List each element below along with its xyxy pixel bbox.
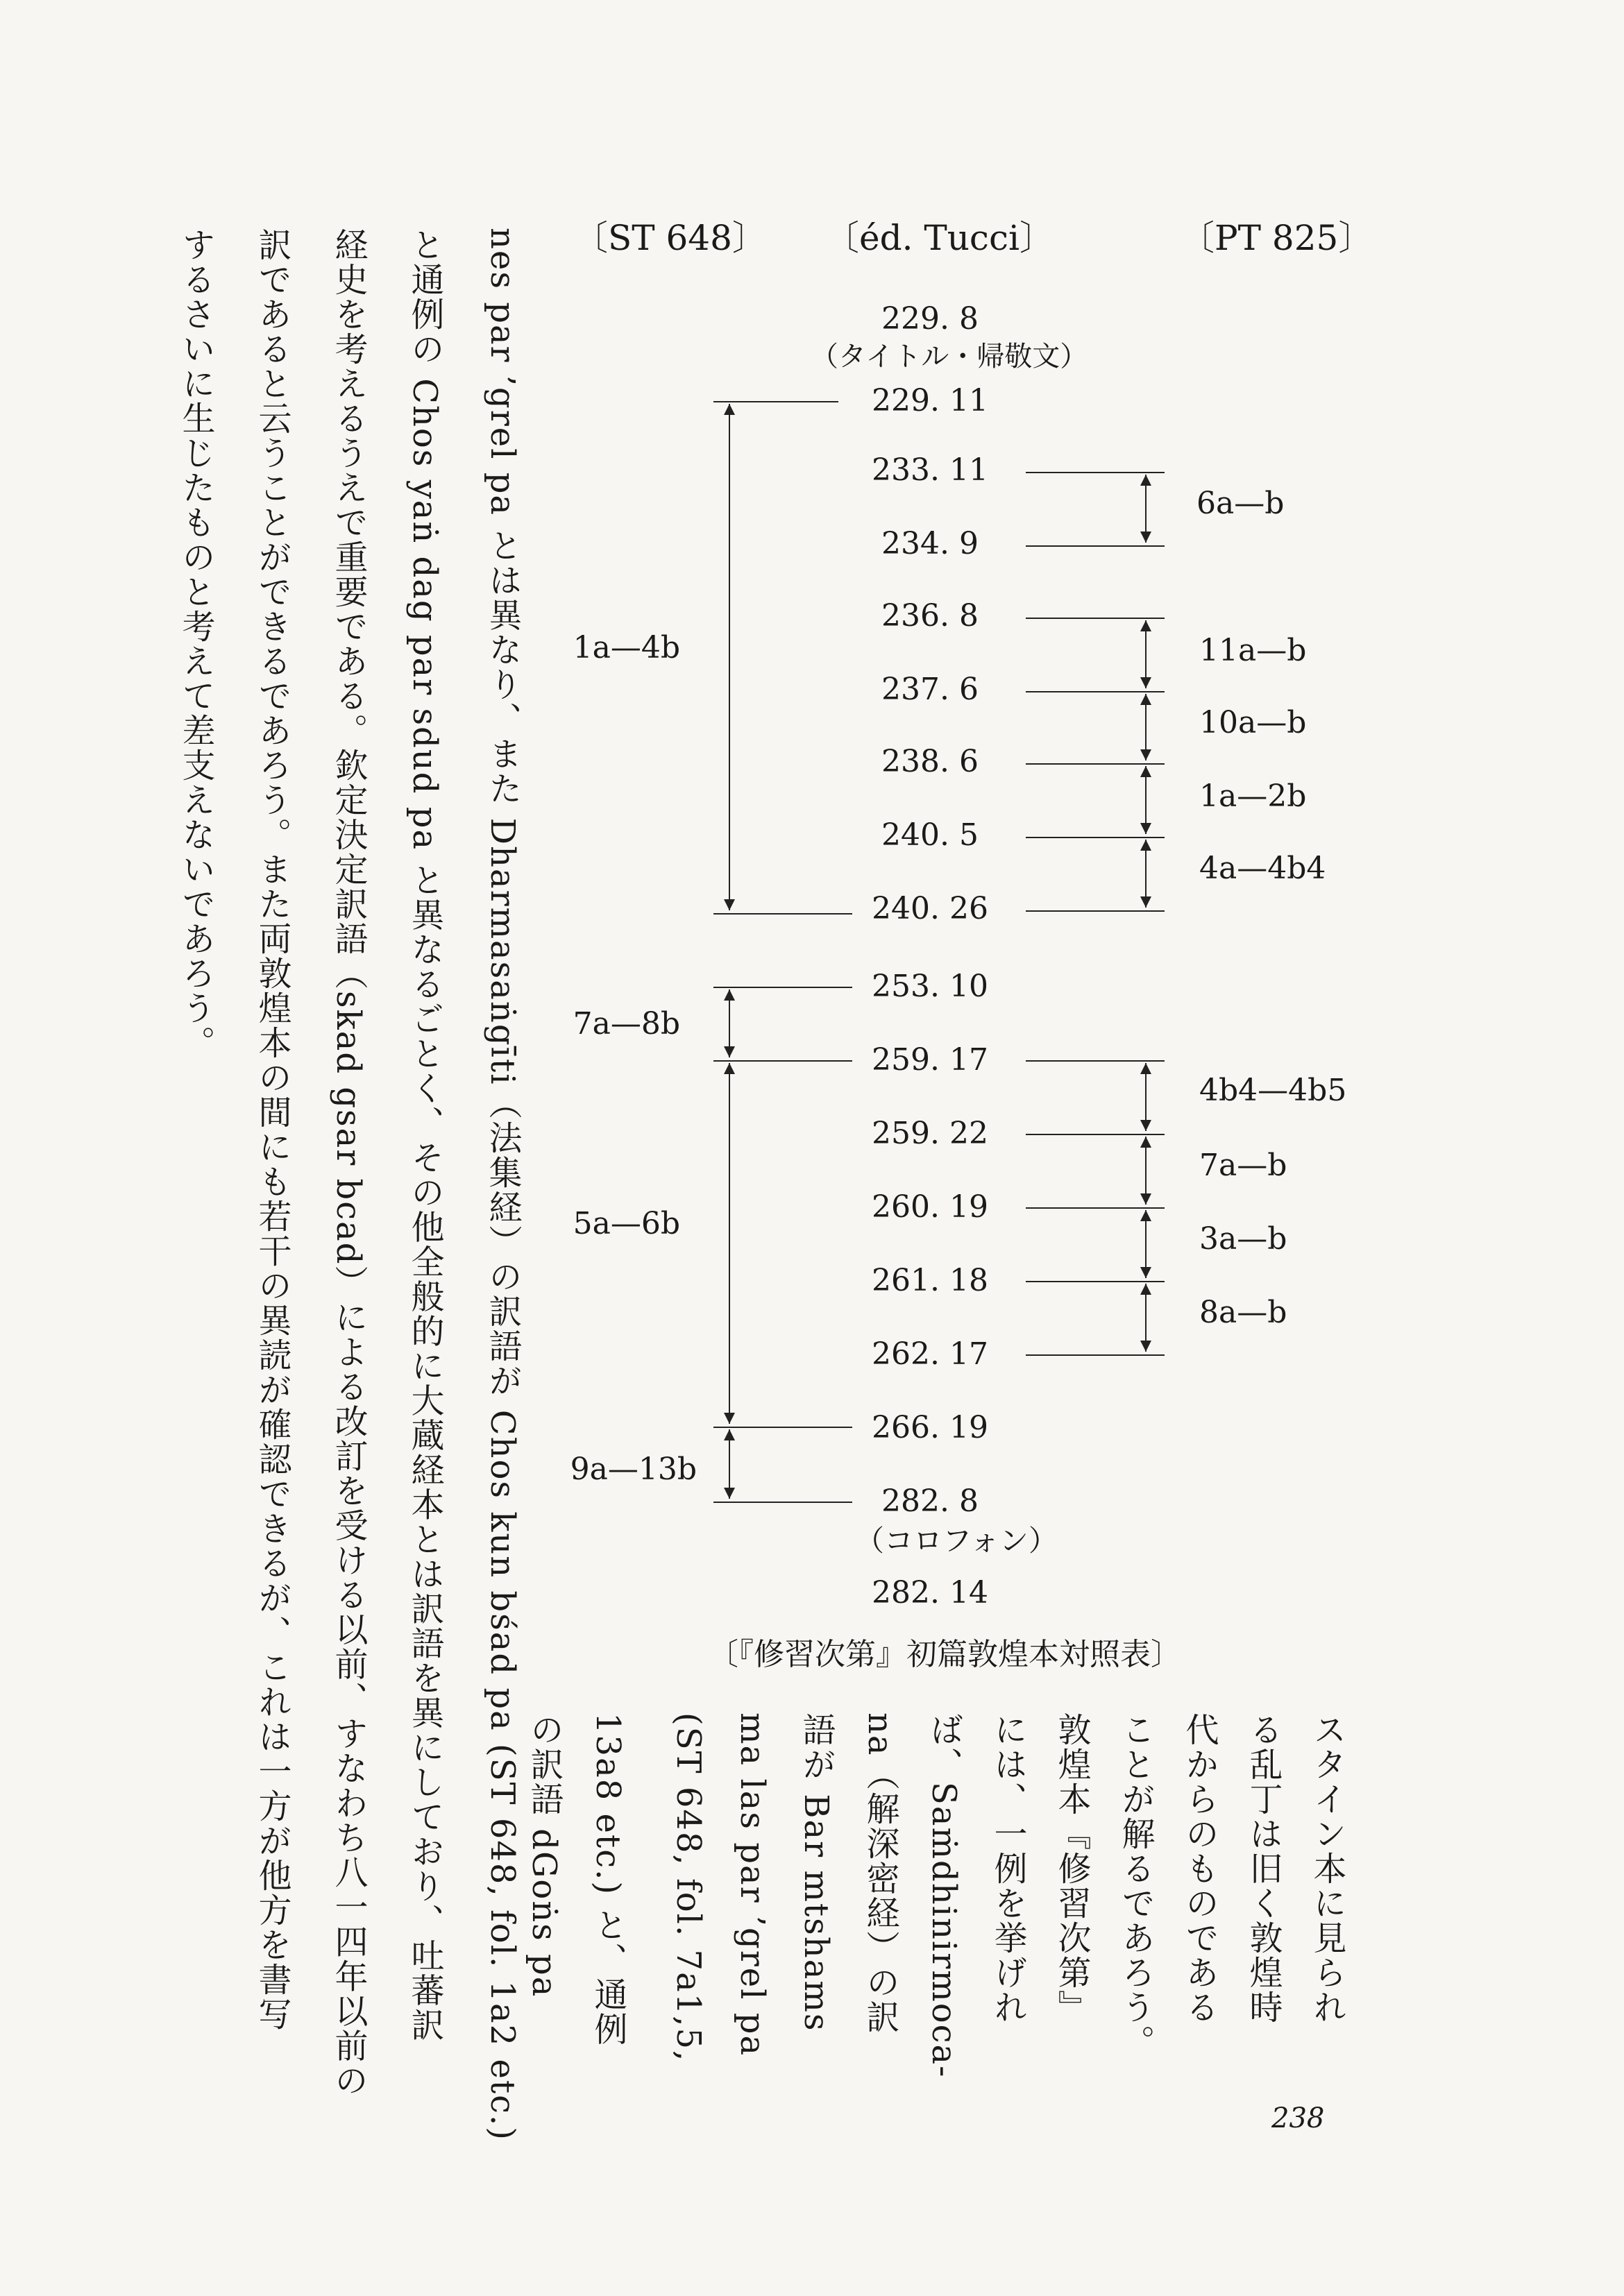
- main-text-col-1: nes par ’grel pa とは異なり、また Dharmasaṅgīti（法集経）の訳語が Chos kun bśad pa (ST 648, fol. 1a2 etc.): [483, 228, 522, 2142]
- pt-range-arrow: [1145, 694, 1147, 760]
- pt-folio-label: 4b4—4b5: [1199, 1073, 1347, 1108]
- pt-bracket-line: [1026, 545, 1165, 547]
- tucci-number: 266. 19: [872, 1410, 988, 1445]
- side-text-col-4: ことが解るであろう。: [1116, 1712, 1155, 2059]
- tucci-number: 233. 11: [872, 452, 988, 488]
- pt-bracket-line: [1026, 1207, 1165, 1209]
- tucci-number: 229. 8: [881, 301, 979, 337]
- side-text-col-7: ば、Saṁdhinirmoca-: [924, 1712, 963, 2079]
- pt-range-arrow: [1145, 620, 1147, 688]
- pt-folio-label: 8a—b: [1199, 1295, 1287, 1330]
- st-bracket-line: [713, 1060, 852, 1062]
- tucci-number: 240. 26: [872, 891, 988, 926]
- pt-bracket-line: [1026, 1060, 1165, 1062]
- pt-folio-label: 6a—b: [1196, 486, 1285, 521]
- pt-folio-label: 1a—2b: [1199, 779, 1307, 814]
- main-text-col-5: するさいに生じたものと考えて差支えないであろう。: [176, 228, 215, 1060]
- st-range-arrow: [729, 989, 730, 1057]
- side-text-col-12: 13a8 etc.) と、通例: [589, 1712, 627, 2047]
- colophon-note: （コロフォン）: [855, 1524, 1058, 1558]
- st-folio-label: 9a—13b: [570, 1452, 697, 1487]
- pt-range-arrow: [1145, 766, 1147, 834]
- st-bracket-line: [713, 913, 852, 915]
- tucci-number: 259. 17: [872, 1042, 988, 1078]
- pt-bracket-line: [1026, 1281, 1165, 1282]
- tucci-number: 236. 8: [881, 598, 979, 633]
- st-bracket-line: [713, 1502, 852, 1503]
- pt-range-arrow: [1145, 840, 1147, 908]
- tucci-number: 261. 18: [872, 1263, 988, 1298]
- side-text-col-10: ma las par ’grel pa: [733, 1712, 772, 2057]
- title-note: （タイトル・帰敬文）: [811, 341, 1088, 373]
- pt-bracket-line: [1026, 618, 1165, 619]
- tucci-number: 262. 17: [872, 1336, 988, 1372]
- pt-range-arrow: [1145, 1137, 1147, 1205]
- pt-folio-label: 3a—b: [1199, 1221, 1287, 1257]
- tucci-number: 238. 6: [881, 744, 979, 779]
- side-text-col-1: スタイン本に見られ: [1308, 1712, 1346, 2025]
- pt-folio-label: 11a—b: [1199, 633, 1307, 668]
- side-text-col-13: の訳語 dGoṅs pa: [525, 1712, 564, 1998]
- main-text-col-3: 経史を考えるうえで重要である。欽定決定訳語（skad gsar bcad）による改訂を受ける以前、すなわち八一四年以前の: [329, 228, 368, 2098]
- st-bracket-line: [713, 987, 852, 988]
- header-tucci: 〔éd. Tucci〕: [824, 218, 1054, 258]
- side-text-col-3: 代からのものである: [1180, 1712, 1219, 2025]
- pt-bracket-line: [1026, 472, 1165, 473]
- pt-folio-label: 4a—4b4: [1199, 851, 1326, 886]
- tucci-number: 282. 8: [881, 1483, 979, 1519]
- st-folio-label: 7a—8b: [573, 1006, 680, 1041]
- pt-folio-label: 10a—b: [1199, 705, 1307, 740]
- table-caption: 〔『修習次第』初篇敦煌本対照表〕: [708, 1637, 1181, 1672]
- st-range-arrow: [729, 1063, 730, 1424]
- side-text-col-5: 敦煌本『修習次第』: [1052, 1712, 1091, 2025]
- pt-range-arrow: [1145, 475, 1147, 543]
- tucci-number: 253. 10: [872, 969, 988, 1004]
- pt-bracket-line: [1026, 691, 1165, 692]
- pt-range-arrow: [1145, 1210, 1147, 1278]
- side-text-col-11: (ST 648, fol. 7a1,5,: [669, 1712, 708, 2063]
- tucci-number: 237. 6: [881, 672, 979, 707]
- pt-folio-label: 7a—b: [1199, 1148, 1287, 1183]
- tucci-number: 240. 5: [881, 817, 979, 853]
- tucci-number: 234. 9: [881, 526, 979, 561]
- st-bracket-line: [713, 1427, 852, 1428]
- pt-range-arrow: [1145, 1284, 1147, 1352]
- st-range-arrow: [729, 404, 730, 910]
- tucci-number: 229. 11: [872, 383, 988, 418]
- header-st648: 〔ST 648〕: [573, 218, 767, 258]
- pt-bracket-line: [1026, 763, 1165, 765]
- pt-bracket-line: [1026, 1134, 1165, 1135]
- pt-range-arrow: [1145, 1063, 1147, 1131]
- pt-bracket-line: [1026, 910, 1165, 912]
- pt-bracket-line: [1026, 837, 1165, 838]
- tucci-number: 282. 14: [872, 1575, 988, 1610]
- main-text-col-2: と通例の Chos yaṅ dag par sdud pa と異なるごとく、その他全般的に大蔵経本とは訳語を異にしており、吐蕃訳: [405, 228, 444, 2043]
- page-number: 238: [1271, 2102, 1325, 2134]
- tucci-number: 260. 19: [872, 1189, 988, 1225]
- st-range-arrow: [729, 1429, 730, 1499]
- st-folio-label: 1a—4b: [573, 630, 680, 665]
- side-text-col-2: る乱丁は旧く敦煌時: [1244, 1712, 1283, 2025]
- side-text-col-8: na（解深密経）の訳: [861, 1712, 899, 2034]
- side-text-col-9: 語が Bar mtshams: [797, 1712, 836, 2032]
- tucci-number: 259. 22: [872, 1116, 988, 1151]
- st-folio-label: 5a—6b: [573, 1206, 680, 1241]
- header-pt825: 〔PT 825〕: [1180, 218, 1373, 258]
- pt-bracket-line: [1026, 1354, 1165, 1356]
- main-text-col-4: 訳であると云うことができるであろう。また両敦煌本の間にも若干の異読が確認できるが、これは一方が他方を書写: [253, 228, 291, 2032]
- st-bracket-line: [713, 401, 838, 402]
- side-text-col-6: には、一例を挙げれ: [988, 1712, 1027, 2025]
